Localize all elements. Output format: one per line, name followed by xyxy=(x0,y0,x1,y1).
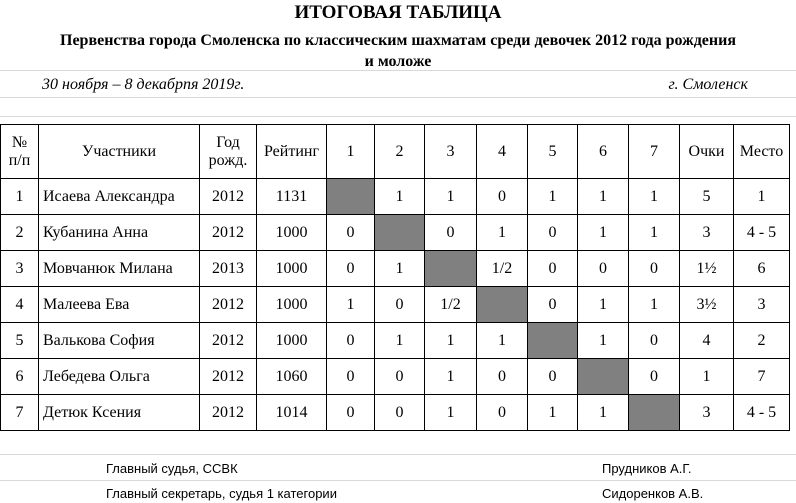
game-result: 1 xyxy=(578,215,629,251)
header-rating: Рейтинг xyxy=(257,125,327,179)
birth-year: 2012 xyxy=(200,215,257,251)
total-points: 1 xyxy=(680,359,734,395)
total-points: 5 xyxy=(680,179,734,215)
header-round: 6 xyxy=(578,125,629,179)
header-number-line2: п/п xyxy=(8,151,31,169)
participant-name: Лебедева Ольга xyxy=(39,359,200,395)
total-points: 1½ xyxy=(680,251,734,287)
event-city: г. Смоленск xyxy=(668,76,748,93)
game-result: 1 xyxy=(528,395,578,431)
final-place: 1 xyxy=(734,179,790,215)
header-points: Очки xyxy=(680,125,734,179)
game-result: 1 xyxy=(629,215,680,251)
game-result: 0 xyxy=(528,287,578,323)
final-place: 4 - 5 xyxy=(734,215,790,251)
final-place: 4 - 5 xyxy=(734,395,790,431)
birth-year: 2012 xyxy=(200,395,257,431)
row-number: 4 xyxy=(1,287,39,323)
game-result: 0 xyxy=(327,215,375,251)
results-body xyxy=(1,179,790,431)
participant-name: Исаева Александра xyxy=(39,179,200,215)
diagonal-cell xyxy=(629,395,680,431)
birth-year: 2013 xyxy=(200,251,257,287)
results-table xyxy=(0,124,790,431)
participant-name: Детюк Ксения xyxy=(39,395,200,431)
header-round: 4 xyxy=(477,125,528,179)
participant-name: Мовчанюк Милана xyxy=(39,251,200,287)
page-subtitle xyxy=(0,30,796,72)
game-result: 0 xyxy=(375,287,425,323)
header-round: 2 xyxy=(375,125,425,179)
game-result: 0 xyxy=(477,395,528,431)
table-row xyxy=(1,359,790,395)
row-number: 7 xyxy=(1,395,39,431)
birth-year: 2012 xyxy=(200,323,257,359)
row-number: 1 xyxy=(1,179,39,215)
subtitle-line-1: Первенства города Смоленска по классическим шахматам среди девочек 2012 года рождения xyxy=(60,32,736,49)
participant-name: Кубанина Анна xyxy=(39,215,200,251)
game-result: 1 xyxy=(425,359,477,395)
game-result: 1 xyxy=(578,395,629,431)
table-row xyxy=(1,179,790,215)
game-result: 0 xyxy=(629,359,680,395)
game-result: 0 xyxy=(327,323,375,359)
header-participants: Участники xyxy=(39,125,200,179)
game-result: 0 xyxy=(477,359,528,395)
game-result: 1 xyxy=(375,179,425,215)
game-result: 0 xyxy=(629,251,680,287)
header-round: 5 xyxy=(528,125,578,179)
game-result: 0 xyxy=(327,395,375,431)
game-result: 1 xyxy=(425,323,477,359)
game-result: 1/2 xyxy=(477,251,528,287)
row-number: 3 xyxy=(1,251,39,287)
final-place: 2 xyxy=(734,323,790,359)
header-row xyxy=(1,125,790,179)
table-row xyxy=(1,323,790,359)
game-result: 0 xyxy=(528,251,578,287)
total-points: 3 xyxy=(680,215,734,251)
secretary-name: Сидоренков А.В. xyxy=(602,486,704,501)
rating: 1014 xyxy=(257,395,327,431)
gridline xyxy=(0,97,796,98)
game-result: 0 xyxy=(375,395,425,431)
final-place: 3 xyxy=(734,287,790,323)
rating: 1060 xyxy=(257,359,327,395)
table-row xyxy=(1,395,790,431)
total-points: 3 xyxy=(680,395,734,431)
row-number: 2 xyxy=(1,215,39,251)
game-result: 1 xyxy=(327,287,375,323)
gridline xyxy=(0,454,796,455)
header-round: 1 xyxy=(327,125,375,179)
game-result: 1/2 xyxy=(425,287,477,323)
total-points: 4 xyxy=(680,323,734,359)
birth-year: 2012 xyxy=(200,359,257,395)
table-row xyxy=(1,251,790,287)
game-result: 0 xyxy=(528,359,578,395)
game-result: 0 xyxy=(528,215,578,251)
diagonal-cell xyxy=(375,215,425,251)
subtitle-line-2: и моложе xyxy=(364,53,432,70)
header-year-line1: Год xyxy=(216,133,240,151)
rating: 1000 xyxy=(257,251,327,287)
rating: 1131 xyxy=(257,179,327,215)
header-number xyxy=(1,125,39,179)
game-result: 1 xyxy=(629,179,680,215)
header-number-line1: № xyxy=(11,133,28,151)
gridline xyxy=(0,116,796,117)
game-result: 1 xyxy=(629,287,680,323)
game-result: 0 xyxy=(477,179,528,215)
header-year xyxy=(200,125,257,179)
rating: 1000 xyxy=(257,323,327,359)
participant-name: Валькова София xyxy=(39,323,200,359)
judge-name: Прудников А.Г. xyxy=(602,461,692,476)
game-result: 1 xyxy=(578,323,629,359)
row-number: 6 xyxy=(1,359,39,395)
game-result: 1 xyxy=(578,179,629,215)
diagonal-cell xyxy=(425,251,477,287)
table-row xyxy=(1,215,790,251)
game-result: 0 xyxy=(375,359,425,395)
game-result: 0 xyxy=(327,251,375,287)
birth-year: 2012 xyxy=(200,179,257,215)
gridline xyxy=(0,480,796,481)
diagonal-cell xyxy=(578,359,629,395)
game-result: 1 xyxy=(477,323,528,359)
page-title: ИТОГОВАЯ ТАБЛИЦА xyxy=(294,2,502,23)
game-result: 1 xyxy=(477,215,528,251)
game-result: 1 xyxy=(375,323,425,359)
game-result: 0 xyxy=(425,215,477,251)
header-place: Место xyxy=(734,125,790,179)
game-result: 1 xyxy=(578,287,629,323)
row-number: 5 xyxy=(1,323,39,359)
diagonal-cell xyxy=(327,179,375,215)
final-place: 6 xyxy=(734,251,790,287)
secretary-title: Главный секретарь, судья 1 категории xyxy=(106,486,337,501)
game-result: 1 xyxy=(425,179,477,215)
game-result: 0 xyxy=(578,251,629,287)
event-dates: 30 ноября – 8 декабрпя 2019г. xyxy=(42,76,245,93)
game-result: 0 xyxy=(629,323,680,359)
participant-name: Малеева Ева xyxy=(39,287,200,323)
game-result: 0 xyxy=(327,359,375,395)
table-row xyxy=(1,287,790,323)
header-round: 7 xyxy=(629,125,680,179)
header-year-line2: рожд. xyxy=(208,151,248,169)
diagonal-cell xyxy=(477,287,528,323)
final-place: 7 xyxy=(734,359,790,395)
game-result: 1 xyxy=(375,251,425,287)
birth-year: 2012 xyxy=(200,287,257,323)
total-points: 3½ xyxy=(680,287,734,323)
judge-title: Главный судья, ССВК xyxy=(106,461,238,476)
game-result: 1 xyxy=(528,179,578,215)
game-result: 1 xyxy=(425,395,477,431)
header-round: 3 xyxy=(425,125,477,179)
rating: 1000 xyxy=(257,287,327,323)
diagonal-cell xyxy=(528,323,578,359)
rating: 1000 xyxy=(257,215,327,251)
